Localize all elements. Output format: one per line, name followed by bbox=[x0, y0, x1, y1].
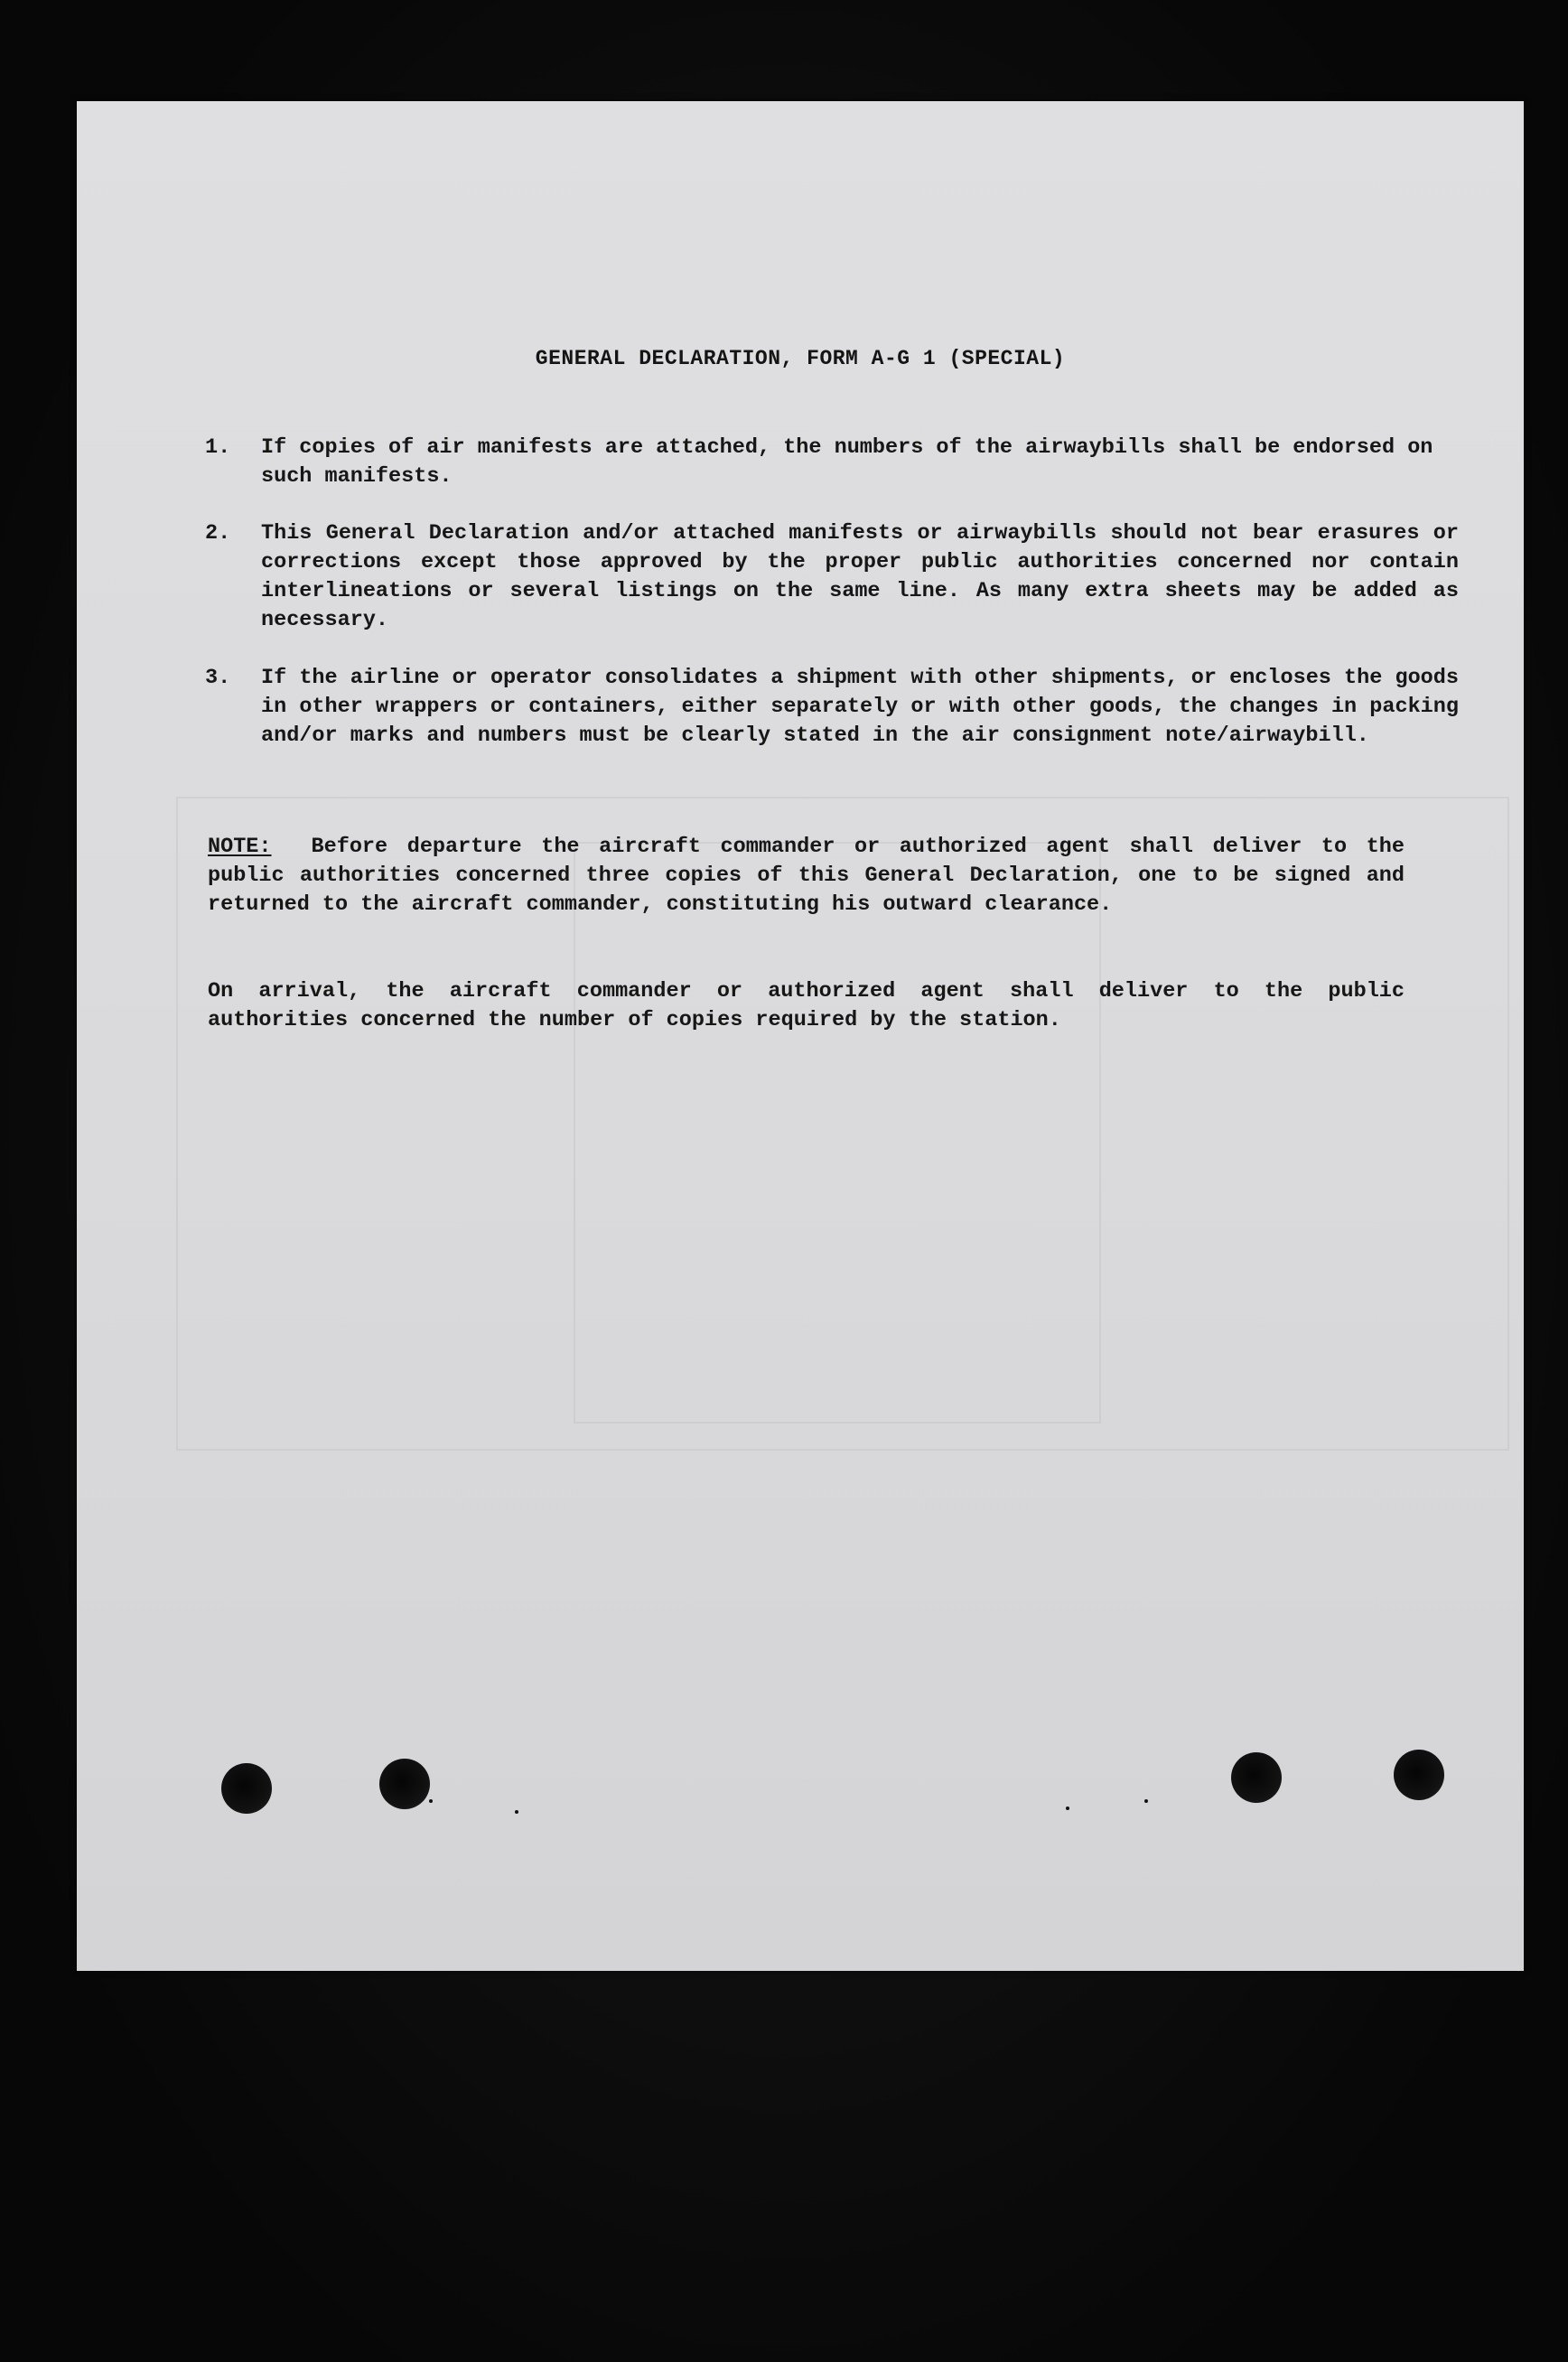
item-number: 3. bbox=[205, 666, 231, 690]
speck bbox=[515, 1810, 518, 1814]
punch-hole bbox=[221, 1763, 272, 1814]
item-text: If the airline or operator consolidates a shipment with other shipments, or encloses the goods in other wrappers or containers, either separately or with other goods, the changes in packing and/or marks and numbers must be clearly stated in the air consignment note/airwaybill. bbox=[261, 666, 1459, 748]
item-number: 2. bbox=[205, 521, 231, 546]
item-text: If copies of air manifests are attached, the numbers of the airwaybills shall be endorsed on such manifests. bbox=[261, 435, 1433, 489]
punch-hole bbox=[1231, 1752, 1282, 1803]
speck bbox=[1144, 1799, 1148, 1803]
punch-hole bbox=[379, 1759, 430, 1809]
speck bbox=[429, 1799, 433, 1803]
note-text: Before departure the aircraft commander or authorized agent shall deliver to the public authorities concerned three copies of this General Declaration, one to be signed and returned to the aircraft commander, constituting his outward clearance. bbox=[208, 835, 1405, 917]
item-number: 1. bbox=[205, 435, 231, 460]
page-title: GENERAL DECLARATION, FORM A-G 1 (SPECIAL) bbox=[535, 347, 1066, 370]
speck bbox=[1066, 1807, 1069, 1810]
note-label: NOTE: bbox=[208, 835, 272, 859]
punch-hole bbox=[1394, 1750, 1444, 1800]
document-page bbox=[77, 101, 1524, 1971]
arrival-paragraph: On arrival, the aircraft commander or authorized agent shall deliver to the public authorities concerned the number of copies required by the station. bbox=[208, 979, 1405, 1032]
show-through-box bbox=[574, 842, 1101, 1424]
item-text: This General Declaration and/or attached manifests or airwaybills should not bear erasures or corrections except those approved by the proper public authorities concerned nor contain interlineations or several listings on the same line. As many extra sheets may be added as necessary. bbox=[261, 521, 1459, 632]
note-paragraph bbox=[208, 833, 1405, 920]
